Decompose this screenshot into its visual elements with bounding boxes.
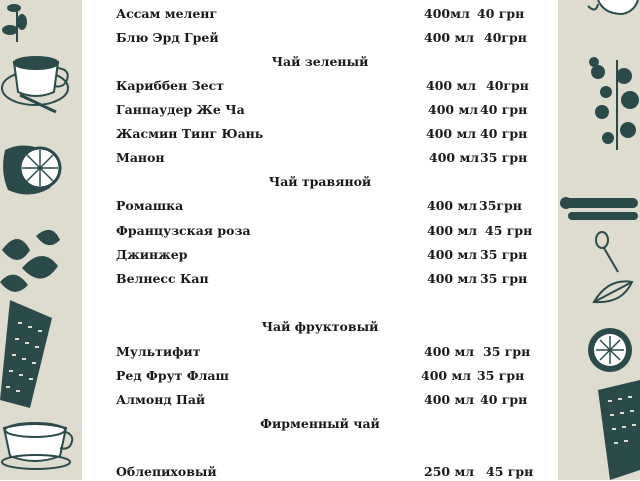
item-price: 40 грн	[477, 6, 525, 21]
item-volume: 400 мл	[426, 78, 477, 93]
item-volume: 400 мл	[427, 271, 478, 286]
item-volume: 250 мл	[424, 464, 475, 479]
item-name: Манон	[116, 150, 165, 165]
item-price: 35 грн	[483, 344, 531, 359]
item-price: 40 грн	[480, 392, 528, 407]
item-volume: 400 мл	[427, 198, 478, 213]
section-heading: Фирменный чай	[260, 416, 380, 431]
item-volume: 400 мл	[428, 102, 479, 117]
section-heading: Чай зеленый	[271, 54, 369, 69]
item-volume: 400 мл	[424, 392, 475, 407]
item-name: Ред Фрут Флаш	[116, 368, 229, 383]
item-volume: 400 мл	[427, 247, 478, 262]
item-volume: 400 мл	[424, 30, 475, 45]
item-name: Облепиховый	[116, 464, 217, 479]
section-heading: Чай травяной	[268, 174, 372, 189]
item-name: Велнесс Кап	[116, 271, 209, 286]
item-volume: 400 мл	[427, 223, 478, 238]
item-name: Французская роза	[116, 223, 251, 238]
item-volume: 400 мл	[424, 344, 475, 359]
item-price: 40грн	[486, 78, 529, 93]
item-price: 35грн	[479, 198, 522, 213]
item-name: Жасмин Тинг Юань	[116, 126, 264, 141]
item-volume: 400 мл	[429, 150, 480, 165]
item-name: Мультифит	[116, 344, 201, 359]
item-price: 35 грн	[480, 271, 528, 286]
item-volume: 400 мл	[421, 368, 472, 383]
item-name: Блю Эрд Грей	[116, 30, 219, 45]
item-price: 35 грн	[477, 368, 525, 383]
item-price: 40грн	[484, 30, 527, 45]
item-price: 40 грн	[480, 102, 528, 117]
section-heading: Чай фруктовый	[261, 319, 379, 334]
item-price: 35 грн	[480, 150, 528, 165]
item-volume: 400 мл	[426, 126, 477, 141]
item-name: Кариббен Зест	[116, 78, 224, 93]
item-name: Алмонд Пай	[116, 392, 206, 407]
item-price: 45 грн	[486, 464, 534, 479]
item-price: 35 грн	[480, 247, 528, 262]
item-price: 40 грн	[480, 126, 528, 141]
item-name: Ассам меленг	[116, 6, 218, 21]
item-name: Джинжер	[116, 247, 188, 262]
item-volume: 400мл	[424, 6, 470, 21]
item-name: Ромашка	[116, 198, 184, 213]
item-name: Ганпаудер Же Ча	[116, 102, 245, 117]
item-price: 45 грн	[485, 223, 533, 238]
